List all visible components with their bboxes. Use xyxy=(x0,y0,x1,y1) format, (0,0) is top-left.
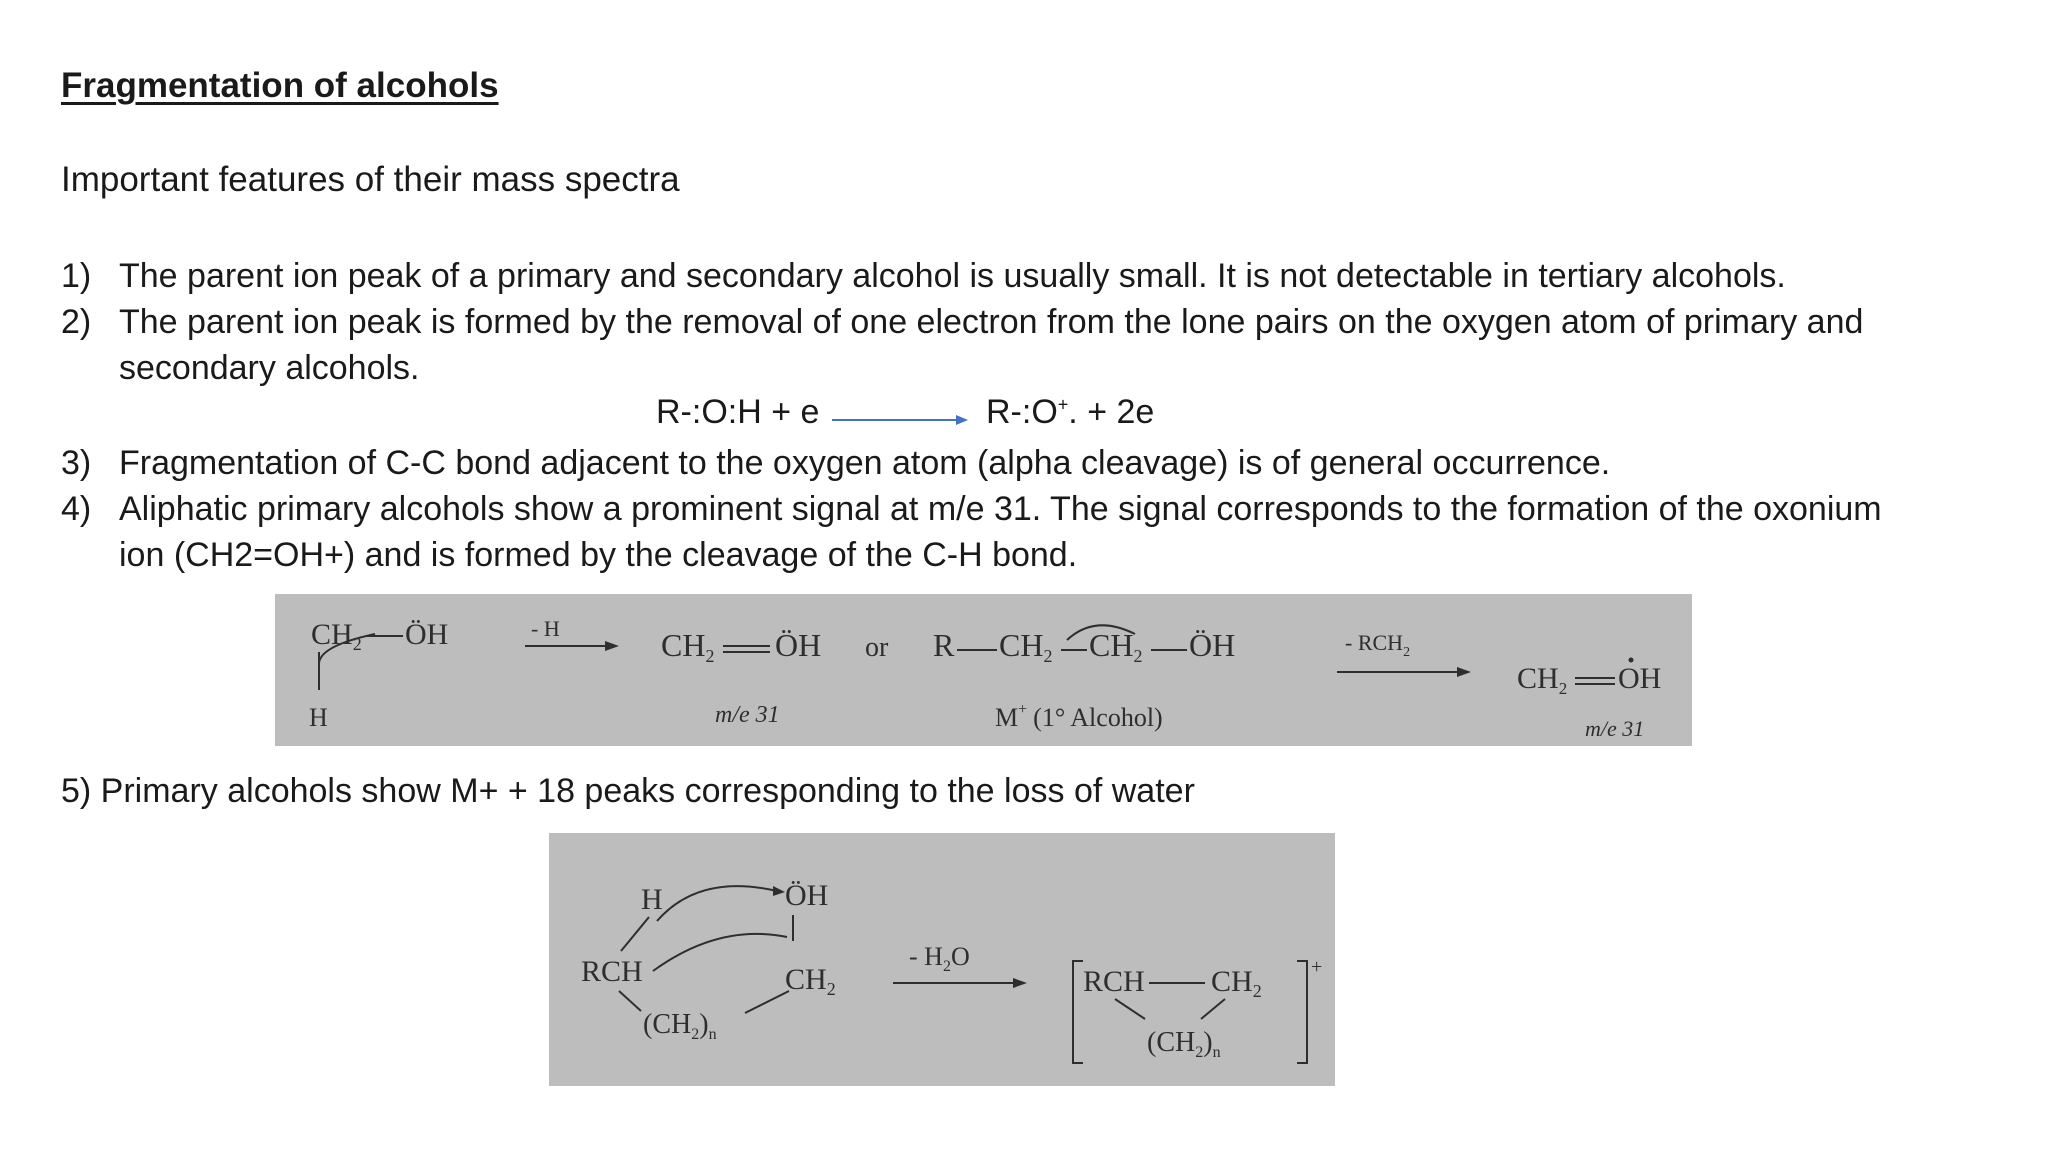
scheme-text: 2 xyxy=(942,958,951,975)
bracket-right xyxy=(1297,961,1307,1063)
page-title: Fragmentation of alcohols xyxy=(61,66,499,105)
item-number: 4) xyxy=(61,490,92,528)
equation-right-main: R-:O xyxy=(986,393,1058,431)
scheme-text: 2 xyxy=(1043,646,1053,666)
item-number: 3) xyxy=(61,444,92,482)
scheme-text: 2 xyxy=(1133,646,1143,666)
list-item xyxy=(0,486,2048,578)
item-text-line-1: Aliphatic primary alcohols show a prominent signal at m/e 31. The signal corresponds to the formation of the oxonium xyxy=(119,490,1882,528)
curved-arrow xyxy=(657,886,777,921)
svg-text:M+(1° Alcohol) xyxy=(995,701,1163,732)
item-text-line-2: ion (CH2=OH+) and is formed by the cleavage of the C-H bond. xyxy=(119,536,1078,574)
svg-text:CH2 xyxy=(311,618,362,654)
scheme-text: CH xyxy=(1211,965,1253,998)
scheme-text: M xyxy=(995,703,1019,732)
scheme-text: + xyxy=(1311,956,1323,978)
scheme-text: m/e 31 xyxy=(1585,716,1645,741)
svg-text:CH2 xyxy=(1517,662,1567,698)
svg-text:CH2 xyxy=(785,963,836,999)
scheme-text: n xyxy=(708,1026,717,1043)
bracket-left xyxy=(1073,961,1083,1063)
equation-right-tail: . + 2e xyxy=(1068,393,1155,431)
scheme-text: m/e 31 xyxy=(715,702,780,728)
item-text-line-1: The parent ion peak is formed by the removal of one electron from the lone pairs on the oxygen atom of primary and xyxy=(119,303,1864,341)
alpha-cleavage-scheme-image xyxy=(275,594,1692,746)
equation-right-sup: + xyxy=(1057,394,1069,415)
item-text-line-2: secondary alcohols. xyxy=(119,349,420,387)
item-number: 1) xyxy=(61,257,92,295)
scheme-text: 2 xyxy=(705,646,715,666)
scheme-text: CH xyxy=(785,963,827,996)
list-item xyxy=(61,768,1195,814)
ionization-equation xyxy=(656,393,819,432)
svg-text:CH2 xyxy=(1211,965,1262,1001)
water-loss-scheme-image xyxy=(549,833,1335,1086)
equation-left: R-:O:H + e xyxy=(656,393,820,431)
scheme-text: CH xyxy=(661,627,706,663)
scheme-text: 2 xyxy=(1403,645,1411,660)
scheme-text: RCH xyxy=(1083,965,1145,998)
item-number: 2) xyxy=(61,303,92,341)
scheme-text: H xyxy=(641,883,663,916)
svg-text:- H2O xyxy=(909,942,970,975)
scheme-text: ÖH xyxy=(775,627,822,663)
reaction-arrow-icon xyxy=(830,410,970,430)
scheme-text: 2 xyxy=(826,979,836,999)
scheme-text: 2 xyxy=(1195,1044,1204,1061)
scheme-text: OH xyxy=(1618,662,1662,695)
list-item xyxy=(0,440,2048,486)
scheme-text: CH xyxy=(311,618,353,651)
scheme-text: 2 xyxy=(1252,981,1262,1001)
scheme-text: (CH xyxy=(1147,1027,1196,1058)
scheme-text: - RCH xyxy=(1345,630,1404,655)
list-item xyxy=(0,253,2048,299)
scheme-text: (1° Alcohol) xyxy=(1033,703,1163,732)
scheme-text: - H xyxy=(909,942,943,971)
svg-text:CH2 xyxy=(999,627,1052,666)
scheme-text: or xyxy=(865,632,889,663)
subtitle: Important features of their mass spectra xyxy=(61,160,680,199)
list-item xyxy=(0,299,2048,391)
scheme-text: n xyxy=(1212,1044,1221,1061)
scheme-text: R xyxy=(933,627,955,663)
scheme-text: CH xyxy=(999,627,1044,663)
scheme-text: RCH xyxy=(581,955,643,988)
scheme-text: O xyxy=(950,942,970,971)
scheme-text: ÖH xyxy=(405,618,449,651)
svg-text:CH2 xyxy=(661,627,714,666)
scheme-text: ÖH xyxy=(1189,627,1236,663)
item-text: The parent ion peak of a primary and secondary alcohol is usually small. It is not detectable in tertiary alcohols. xyxy=(119,257,1786,295)
item-text: Fragmentation of C-C bond adjacent to the oxygen atom (alpha cleavage) is of general occurrence. xyxy=(119,444,1611,482)
item-text: 5) Primary alcohols show M+ + 18 peaks corresponding to the loss of water xyxy=(61,772,1195,810)
scheme-text: - H xyxy=(531,616,560,641)
scheme-text: 2 xyxy=(352,634,362,654)
scheme-text: ÖH xyxy=(785,879,829,912)
equation-right xyxy=(986,393,1154,432)
scheme-text: 2 xyxy=(1558,679,1568,698)
scheme-text: 2 xyxy=(691,1026,700,1043)
svg-text:(CH2)n: $(CH_2)_n$ xyxy=(1147,1027,1221,1061)
scheme-text: CH xyxy=(1517,662,1559,695)
scheme-text: + xyxy=(1018,701,1028,718)
svg-text:(CH2)n: $(CH_2)_n$ xyxy=(643,1009,717,1043)
scheme-text: (CH xyxy=(643,1009,692,1040)
scheme-text: CH xyxy=(1089,627,1134,663)
svg-text:- RCH2 xyxy=(1345,630,1410,660)
scheme-text: H xyxy=(309,703,328,732)
